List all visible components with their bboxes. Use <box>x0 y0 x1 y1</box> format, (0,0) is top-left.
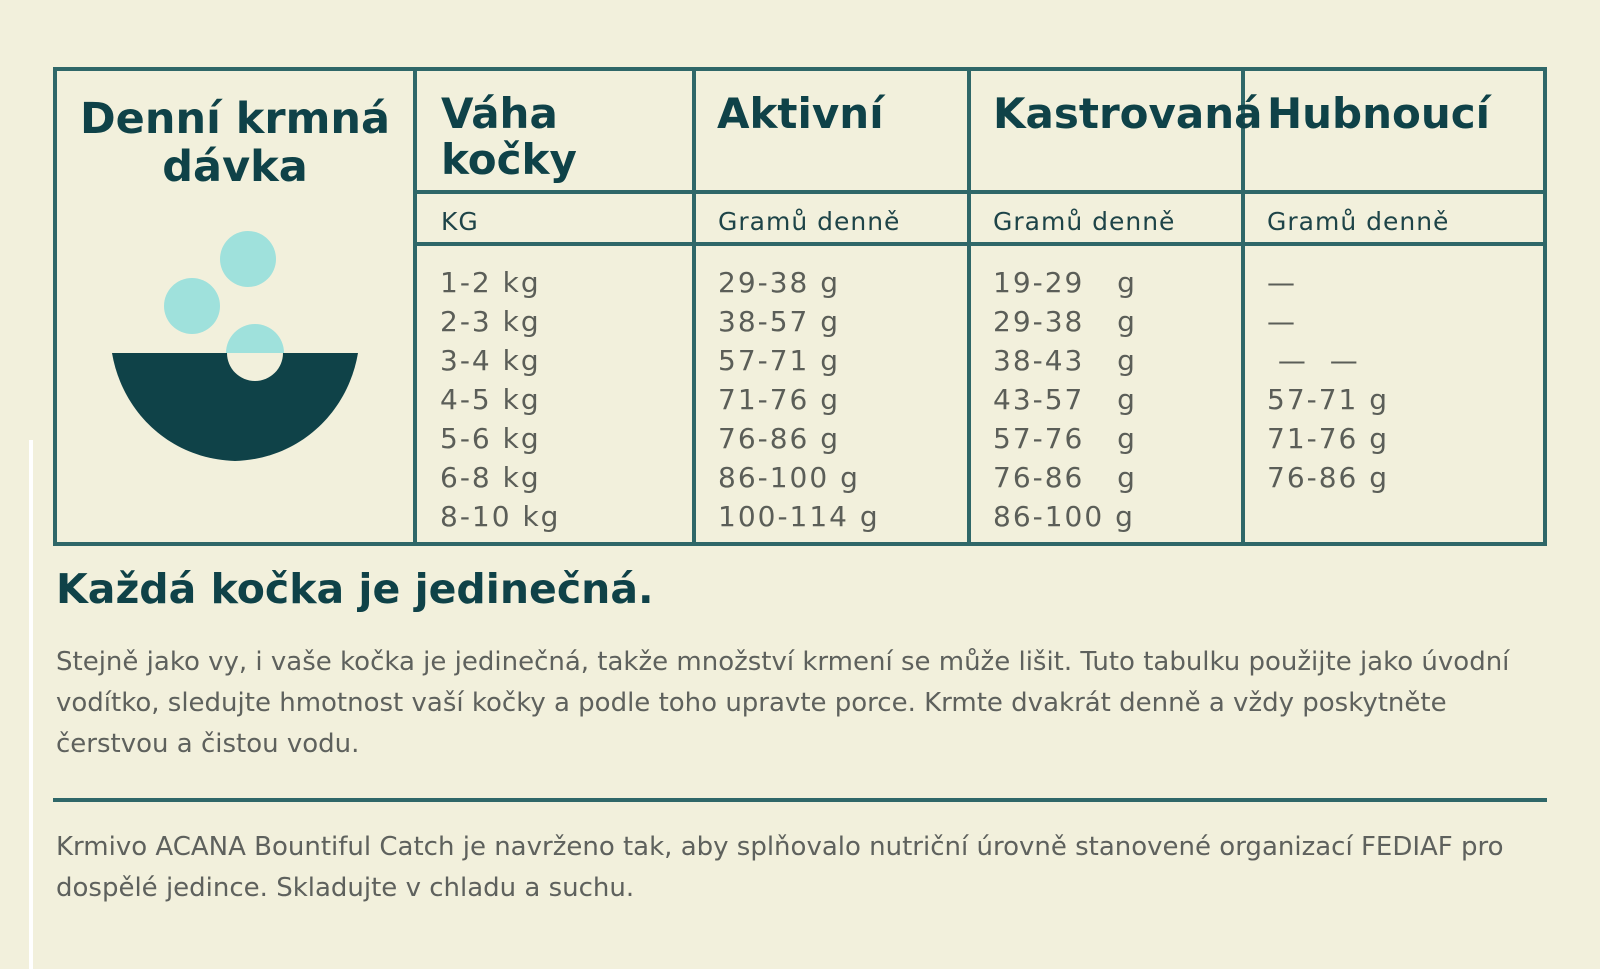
table-cell: 3-4 kg <box>440 344 541 377</box>
table-divider <box>413 71 417 542</box>
column-header-line: Kastrovaná <box>993 89 1263 138</box>
column-subheader-neutered: Gramů denně <box>993 207 1176 236</box>
table-cell: 76-86 g <box>718 422 841 455</box>
table-cell: — <box>1267 305 1297 338</box>
table-title <box>57 95 413 191</box>
table-divider <box>967 71 971 542</box>
table-cell: 38-57 g <box>718 305 841 338</box>
table-cell: — <box>1267 266 1297 299</box>
table-cell: 57-76 g <box>993 422 1137 455</box>
table-cell: 76-86 g <box>1267 461 1390 494</box>
column-header-weight <box>441 91 577 183</box>
section-heading: Každá kočka je jedinečná. <box>56 565 654 613</box>
column-values-weight-loss <box>1267 263 1389 497</box>
table-cell: 4-5 kg <box>440 383 541 416</box>
column-header-weight-loss <box>1267 91 1490 137</box>
table-cell: 100-114 g <box>718 500 880 533</box>
table-title-line: Denní krmná <box>79 94 391 144</box>
table-cell: 57-71 g <box>718 344 841 377</box>
table-cell: 71-76 g <box>1267 422 1390 455</box>
section-paragraph: Stejně jako vy, i vaše kočka je jedinečná, takže množství krmení se může lišit. Tuto tabulku použijte jako úvodní vodítko, sledujte hmotnost vaší kočky a podle toho upravte porce. Krmte dvakrát denně a vždy poskytněte čerstvou a čistou vodu. <box>56 647 1510 759</box>
table-cell: 38-43 g <box>993 344 1137 377</box>
table-divider <box>1241 71 1245 542</box>
column-header-line: Váha <box>441 89 558 138</box>
column-values-active <box>718 263 880 536</box>
column-header-neutered <box>993 91 1263 137</box>
column-values-weight <box>440 263 560 536</box>
table-cell: 6-8 kg <box>440 461 541 494</box>
table-cell: 57-71 g <box>1267 383 1390 416</box>
footnote-text: Krmivo ACANA Bountiful Catch je navrženo tak, aby splňovalo nutriční úrovně stanovené organizací FEDIAF pro dospělé jedince. Skladujte v chladu a suchu. <box>56 832 1504 903</box>
column-header-line: Aktivní <box>717 89 884 138</box>
table-cell: 76-86 g <box>993 461 1137 494</box>
column-subheader-weight-loss: Gramů denně <box>1267 207 1450 236</box>
column-header-active <box>717 91 884 137</box>
table-cell: 2-3 kg <box>440 305 541 338</box>
table-cell: 29-38 g <box>718 266 841 299</box>
table-cell: 5-6 kg <box>440 422 541 455</box>
section-divider <box>53 798 1547 802</box>
table-divider <box>692 71 696 542</box>
column-subheader-active: Gramů denně <box>718 207 901 236</box>
left-edge-line <box>29 440 33 969</box>
feeding-table <box>53 67 1547 546</box>
table-divider <box>413 190 1543 194</box>
table-cell: 71-76 g <box>718 383 841 416</box>
column-subheader-weight: KG <box>441 207 479 236</box>
table-cell: 19-29 g <box>993 266 1137 299</box>
table-cell: 43-57 g <box>993 383 1137 416</box>
column-header-line: kočky <box>441 135 577 184</box>
table-cell: 29-38 g <box>993 305 1137 338</box>
table-divider <box>413 242 1543 246</box>
table-title-line: dávka <box>162 142 308 192</box>
column-header-line: Hubnoucí <box>1267 89 1491 138</box>
table-cell: 8-10 kg <box>440 500 561 533</box>
table-cell: 86-100 g <box>718 461 860 494</box>
column-values-neutered <box>993 263 1137 536</box>
table-cell: 86-100 g <box>993 500 1135 533</box>
table-cell: — — <box>1267 344 1360 377</box>
food-bowl-icon <box>112 227 362 471</box>
table-cell: 1-2 kg <box>440 266 541 299</box>
